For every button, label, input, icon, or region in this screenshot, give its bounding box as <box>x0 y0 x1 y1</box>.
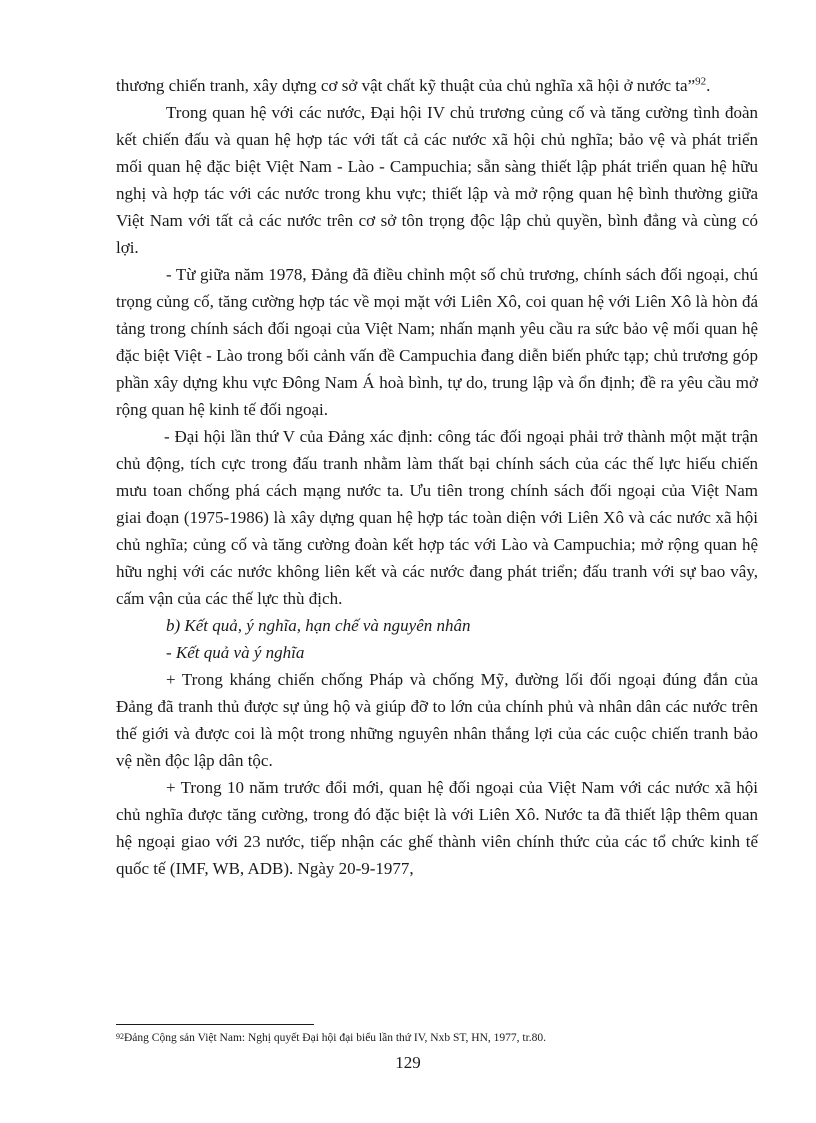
paragraph-tail: . <box>706 76 711 95</box>
section-heading-b: b) Kết quả, ý nghĩa, hạn chế và nguyên nhân <box>166 616 471 635</box>
paragraph-ten-years: + Trong 10 năm trước đổi mới, quan hệ đối ngoại của Việt Nam với các nước xã hội chủ nghĩa được tăng cường, trong đó đặc biệt là với Liên Xô. Nước ta đã thiết lập thêm quan hệ ngoại giao với 23 nước, tiếp nhận các ghế thành viên chính thức của các tổ chức kinh tế quốc tế (IMF, WB, ADB). Ngày 20-9-1977, <box>116 778 758 878</box>
footnote-reference[interactable]: 92 <box>695 75 707 88</box>
footnote-text: Đảng Cộng sản Việt Nam: Nghị quyết Đại hội đại biểu lần thứ IV, Nxb ST, HN, 1977, tr.80. <box>124 1032 547 1044</box>
page-number: 129 <box>395 1053 421 1072</box>
paragraph-resistance-wars: + Trong kháng chiến chống Pháp và chống Mỹ, đường lối đối ngoại đúng đắn của Đảng đã tranh thủ được sự ủng hộ và giúp đỡ to lớn của chính phủ và nhân dân các nước trên thế giới và được coi là một trong những nguyên nhân thắng lợi của các cuộc chiến tranh bảo vệ nền độc lập dân tộc. <box>116 670 758 770</box>
paragraph-continuation <box>116 72 758 99</box>
paragraph-foreign-relations: Trong quan hệ với các nước, Đại hội IV chủ trương củng cố và tăng cường tình đoàn kết chiến đấu và quan hệ hợp tác với tất cả các nước xã hội chủ nghĩa; bảo vệ và phát triển mối quan hệ đặc biệt Việt Nam - Lào - Campuchia; sẵn sàng thiết lập phát triển quan hệ hữu nghị và hợp tác với các nước trong khu vực; thiết lập và mở rộng quan hệ bình thường giữa Việt Nam với tất cả các nước trên cơ sở tôn trọng độc lập chủ quyền, bình đẳng và cùng có lợi. <box>116 103 758 257</box>
subsection-heading-results: - Kết quả và ý nghĩa <box>166 643 305 662</box>
page-body <box>116 72 758 882</box>
paragraph-text: thương chiến tranh, xây dựng cơ sở vật chất kỹ thuật của chủ nghĩa xã hội ở nước ta” <box>116 76 696 95</box>
paragraph-1978-adjustment: - Từ giữa năm 1978, Đảng đã điều chỉnh một số chủ trương, chính sách đối ngoại, chú trọng củng cố, tăng cường hợp tác về mọi mặt với Liên Xô, coi quan hệ với Liên Xô là hòn đá tảng trong chính sách đối ngoại của Việt Nam; nhấn mạnh yêu cầu ra sức bảo vệ mối quan hệ đặc biệt Việt - Lào trong bối cảnh vấn đề Campuchia đang diễn biến phức tạp; chủ trương góp phần xây dựng khu vực Đông Nam Á hoà bình, tự do, trung lập và ổn định; đề ra yêu cầu mở rộng quan hệ kinh tế đối ngoại. <box>116 265 758 419</box>
footnote <box>116 1031 758 1046</box>
footnote-divider <box>116 1024 314 1025</box>
footnote-number: 92 <box>116 1032 124 1041</box>
paragraph-congress-v: - Đại hội lần thứ V của Đảng xác định: công tác đối ngoại phải trở thành một mặt trận chủ động, tích cực trong đấu tranh nhằm làm thất bại chính sách của các thế lực hiếu chiến mưu toan chống phá cách mạng nước ta. Ưu tiên trong chính sách đối ngoại của Việt Nam giai đoạn (1975-1986) là xây dựng quan hệ hợp tác toàn diện với Liên Xô và các nước xã hội chủ nghĩa; củng cố và tăng cường đoàn kết hợp tác với Lào và Campuchia; mở rộng quan hệ hữu nghị với các nước không liên kết và các nước đang phát triển; đấu tranh với sự bao vây, cấm vận của các thế lực thù địch. <box>116 427 758 608</box>
